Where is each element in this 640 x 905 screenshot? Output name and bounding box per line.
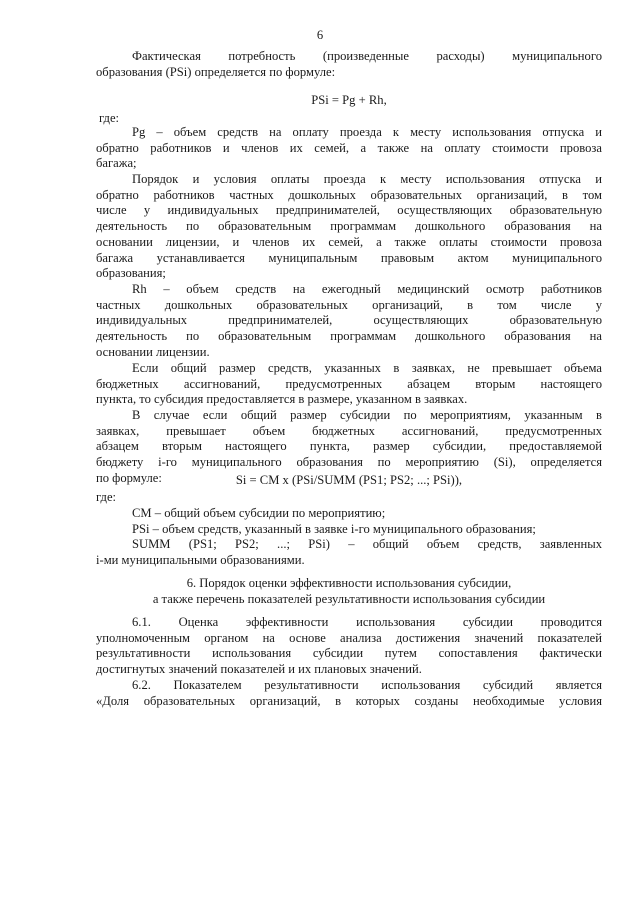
where-label: где: <box>99 111 120 125</box>
paragraph-pg: Pg – объем средств на оплату проезда к месту использования отпуска и обратно работников и членов их семей, а также на оплату стоимости провоза багажа; <box>96 125 602 171</box>
paragraph-actual-need: Фактическая потребность (произведенные расходы) муниципального образования (PSi) определяется по формуле: <box>96 49 602 79</box>
paragraph-6-1: 6.1. Оценка эффективности использования субсидии проводится уполномоченным органом на основе анализа достижения значений показателей результативности использования субсидии путем сопоставления фактически достигнутых значений показателей и их плановых значений. <box>96 615 602 677</box>
paragraph-if-exceeds: В случае если общий размер субсидии по мероприятиям, указанным в заявках, превышает объем бюджетных ассигнований, предусмотренных абзацем вторым настоящего пункта, размер субсидии, предоставляемой бюджету i-го муниципального образования по мероприятию (Si), определяется по формуле: <box>96 408 602 485</box>
formula-psi: PSi = Pg + Rh, <box>311 93 387 107</box>
paragraph-rh: Rh – объем средств на ежегодный медицинский осмотр работников частных дошкольных образовательных организаций, в том числе у индивидуальных предпринимателей, осуществляющих образовательную деятельность по образовательным программам дошкольного образования на основании лицензии. <box>96 282 602 359</box>
paragraph-6-2: 6.2. Показателем результативности использования субсидий является «Доля образовательных организаций, в которых созданы необходимые условия <box>96 678 602 708</box>
formula-si: Si = CM x (PSi/SUMM (PS1; PS2; ...; PSi)), <box>235 473 463 487</box>
definitions-list: CM – общий объем субсидии по мероприятию; PSi – объем средств, указанный в заявке i-го муниципального образования; SUMM (PS1; PS2; ...; PSi) – общий объем средств, заявленных i-ми муниципальными образованиями. <box>96 506 602 568</box>
paragraph-if-not-exceeds: Если общий размер средств, указанных в заявках, не превышает объема бюджетных ассигнований, предусмотренных абзацем вторым настоящего пункта, то субсидия предоставляется в размере, указанном в заявках. <box>96 361 602 407</box>
where-label-2: где: <box>96 490 117 504</box>
section-title: 6. Порядок оценки эффективности использования субсидии, а также перечень показателей результативности использования субсидии <box>152 576 546 606</box>
paragraph-order: Порядок и условия оплаты проезда к месту использования отпуска и обратно работников частных дошкольных образовательных организаций, в том числе у индивидуальных предпринимателей, осуществляющих образовательную деятельность по образовательным программам дошкольного образования на основании лицензии, и членов их семей, а также оплаты стоимости провоза багажа устанавливается муниципальным правовым актом муниципального образования; <box>96 172 602 281</box>
page-number: 6 <box>316 28 324 42</box>
